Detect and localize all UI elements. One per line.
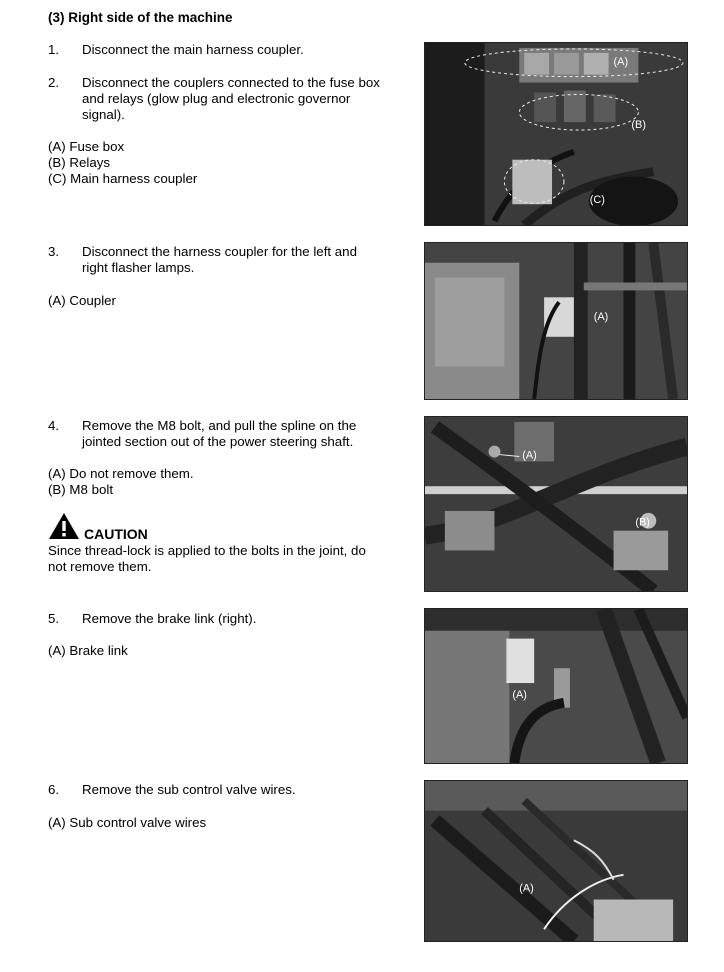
step-3-legend xyxy=(48,293,116,309)
caution-heading: CAUTION xyxy=(84,526,148,542)
step-4-text: Remove the M8 bolt, and pull the spline on the jointed section out of the power steering shaft. xyxy=(82,418,357,449)
caution-box xyxy=(48,512,388,575)
step-5-number: 5. xyxy=(48,611,60,626)
callout-a: (A) xyxy=(512,688,527,701)
section-title: (3) Right side of the machine xyxy=(48,10,233,25)
caution-text: Since thread-lock is applied to the bolts in the joint, do not remove them. xyxy=(48,543,366,574)
callout-b: (B) xyxy=(631,119,646,132)
step-5-text: Remove the brake link (right). xyxy=(82,611,257,626)
step-1-text: Disconnect the main harness coupler. xyxy=(82,42,304,57)
step-3-number: 3. xyxy=(48,244,60,259)
step-6-legend xyxy=(48,815,206,831)
step-3-text: Disconnect the harness coupler for the left and right flasher lamps. xyxy=(82,244,357,275)
step-2-number: 2. xyxy=(48,75,60,90)
photo-flasher-coupler xyxy=(424,242,688,400)
step-5-legend xyxy=(48,643,128,659)
callout-a: (A) xyxy=(519,882,534,895)
step-2-text: Disconnect the couplers connected to the fuse box and relays (glow plug and electronic governor signal). xyxy=(82,75,380,122)
legend-item: (B) Relays xyxy=(48,155,111,170)
step-2-legend xyxy=(48,139,197,187)
callout-a: (A) xyxy=(593,311,609,324)
callout-c: (C) xyxy=(589,194,605,207)
warning-icon xyxy=(48,512,80,540)
step-4-legend xyxy=(48,466,194,498)
photo-brake-link xyxy=(424,608,688,764)
step-6-number: 6. xyxy=(48,782,60,797)
step-4-number: 4. xyxy=(48,418,60,433)
legend-item: (B) M8 bolt xyxy=(48,482,114,497)
callout-b: (B) xyxy=(635,516,650,529)
photo-fuse-box-relays xyxy=(424,42,688,226)
legend-item: (A) Do not remove them. xyxy=(48,466,194,481)
legend-item: (A) Sub control valve wires xyxy=(48,815,207,830)
photo-steering-shaft xyxy=(424,416,688,592)
photo-sub-control-valve xyxy=(424,780,688,942)
callout-a: (A) xyxy=(522,449,537,462)
legend-item: (A) Fuse box xyxy=(48,139,125,154)
legend-item: (A) Brake link xyxy=(48,643,128,658)
legend-item: (A) Coupler xyxy=(48,293,116,308)
step-1-number: 1. xyxy=(48,42,60,57)
step-6-text: Remove the sub control valve wires. xyxy=(82,782,296,797)
callout-a: (A) xyxy=(613,55,629,68)
legend-item: (C) Main harness coupler xyxy=(48,171,198,186)
